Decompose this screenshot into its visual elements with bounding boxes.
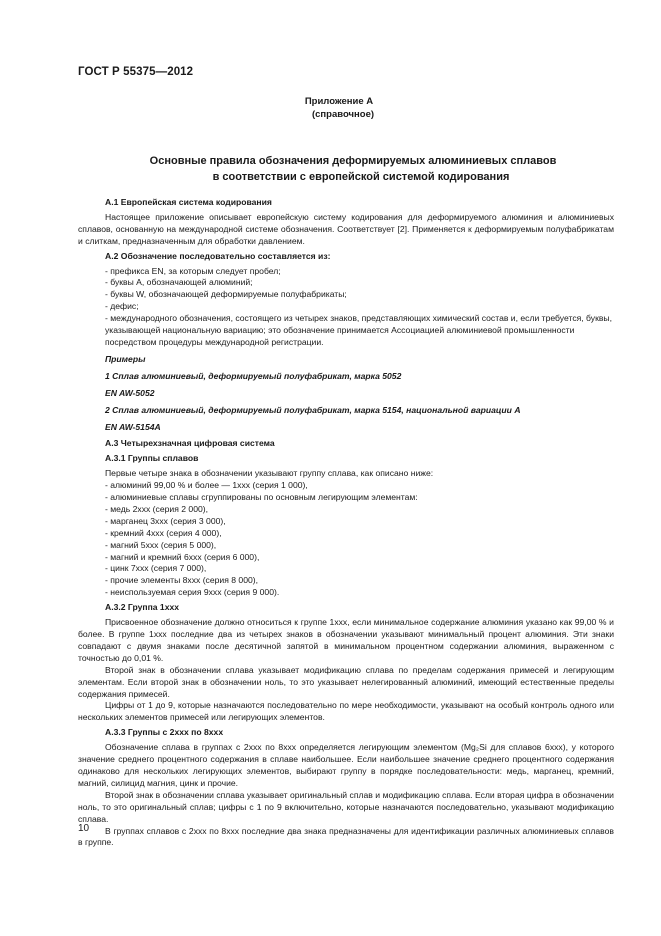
- section-heading: А.3 Четырехзначная цифровая система: [105, 438, 275, 449]
- list-item: - дефис;: [78, 301, 614, 313]
- example-text: Примеры: [105, 353, 146, 364]
- list-item: - цинк 7ххх (серия 7 000),: [78, 563, 614, 575]
- list-item: - алюминий 99,00 % и более — 1ххх (серия 1 000),: [78, 480, 614, 492]
- list-item: - медь 2ххх (серия 2 000),: [78, 504, 614, 516]
- section-heading: А.1 Европейская система кодирования: [105, 197, 272, 207]
- example-text: EN AW-5154A: [105, 421, 161, 432]
- appendix-label: Приложение А: [304, 96, 374, 107]
- example-text: 1 Сплав алюминиевый, деформируемый полуфабрикат, марка 5052: [105, 370, 402, 381]
- list-item: - магний 5ххх (серия 5 000),: [78, 540, 614, 552]
- body-paragraph: Настоящее приложение описывает европейскую систему кодирования для деформируемого алюминия и алюминиевых сплавов, основанную на международной системе обозначения. Соответствует [2]. Применяется к деформируемым полуфабрикатам и слиткам, предназначенным для обработки давлением.: [78, 211, 614, 246]
- list-item: - алюминиевые сплавы сгруппированы по основным легирующим элементам:: [78, 492, 614, 504]
- list-item: - буквы W, обозначающей деформируемые полуфабрикаты;: [78, 289, 614, 301]
- section-heading: А.3.3 Группы с 2ххх по 8ххх: [105, 727, 224, 738]
- section-heading: А.2 Обозначение последовательно составляется из:: [105, 250, 331, 261]
- document-title-line-1: Основные правила обозначения деформируемых алюминиевых сплавов: [149, 155, 557, 167]
- body-paragraph: Цифры от 1 до 9, которые назначаются последовательно по мере необходимости, указывают на особый контроль одного или нескольких элементов примесей или легирующих элементов.: [78, 700, 614, 723]
- section-heading: А.3.2 Группа 1ххх: [105, 602, 180, 613]
- example-text: EN AW-5052: [105, 387, 155, 398]
- list-item: - магний и кремний 6ххх (серия 6 000),: [78, 552, 614, 564]
- list-item: - кремний 4ххх (серия 4 000),: [78, 528, 614, 540]
- body-paragraph: В группах сплавов с 2ххх по 8ххх последние два знака предназначены для идентификации различных алюминиевых сплавов в группе.: [78, 825, 614, 848]
- document-title-line-2: в соответствии с европейской системой кодирования: [212, 171, 510, 183]
- body-paragraph: Первые четыре знака в обозначении указывают группу сплава, как описано ниже:: [105, 468, 434, 479]
- body-paragraph: Второй знак в обозначении сплава указывает оригинальный сплав и модификацию сплава. Если вторая цифра в обозначении ноль, то это оригинальный сплав; цифры с 1 по 9 включительно, которые назначаются последовательно, указывают модификацию сплава.: [78, 789, 614, 824]
- body-paragraph: Присвоенное обозначение должно относиться к группе 1ххх, если минимальное содержание алюминия указано как 99,00 % и более. В группе 1ххх последние два из четырех знаков в обозначении указывают минимальный процент алюминия. Эти знаки совпадают с двумя знаками после десятичной запятой в минимальном процентном содержании алюминия, выраженном с точностью до 0,01 %.: [78, 617, 614, 663]
- list-item: - неиспользуемая серия 9ххх (серия 9 000).: [78, 587, 614, 599]
- body-paragraph: Обозначение сплава в группах с 2ххх по 8ххх определяется легирующим элементом (Mg₂Si для сплавов 6ххх), у которого значение среднего процентного содержания в сплаве наибольшее. Если наибольшее значение среднего процентного содержания одинаково для нескольких легирующих элементов, выбирают группу в порядке последовательности: медь, марганец, кремний, магний, силицид магния, цинк и прочие.: [78, 742, 614, 788]
- list-item: - префикса EN, за которым следует пробел;: [78, 266, 614, 278]
- list-item: - международного обозначения, состоящего из четырех знаков, представляющих химический состав и, если требуется, буквы, указывающей национальную вариацию; это обозначение принимается Ассоциацией алюминиевой промышленности посредством процедуры международной регистрации.: [78, 313, 614, 349]
- appendix-note: (справочное): [311, 109, 375, 120]
- list-item: - прочие элементы 8ххх (серия 8 000),: [78, 575, 614, 587]
- list-item: - буквы А, обозначающей алюминий;: [78, 277, 614, 289]
- standard-number: ГОСТ Р 55375—2012: [78, 66, 194, 78]
- list-item: - марганец 3ххх (серия 3 000),: [78, 516, 614, 528]
- body-paragraph: Второй знак в обозначении сплава указывает модификацию сплава по пределам содержания примесей и легирующим элементам. Если второй знак в обозначении ноль, то это указывает нелегированный алюминий, имеющий естественные пределы содержания примесей.: [78, 664, 614, 699]
- document-body: [78, 194, 614, 849]
- page-number: 10: [78, 823, 90, 834]
- section-heading: А.3.1 Группы сплавов: [105, 453, 199, 464]
- example-text: 2 Сплав алюминиевый, деформируемый полуфабрикат, марка 5154, национальной вариации А: [105, 404, 521, 415]
